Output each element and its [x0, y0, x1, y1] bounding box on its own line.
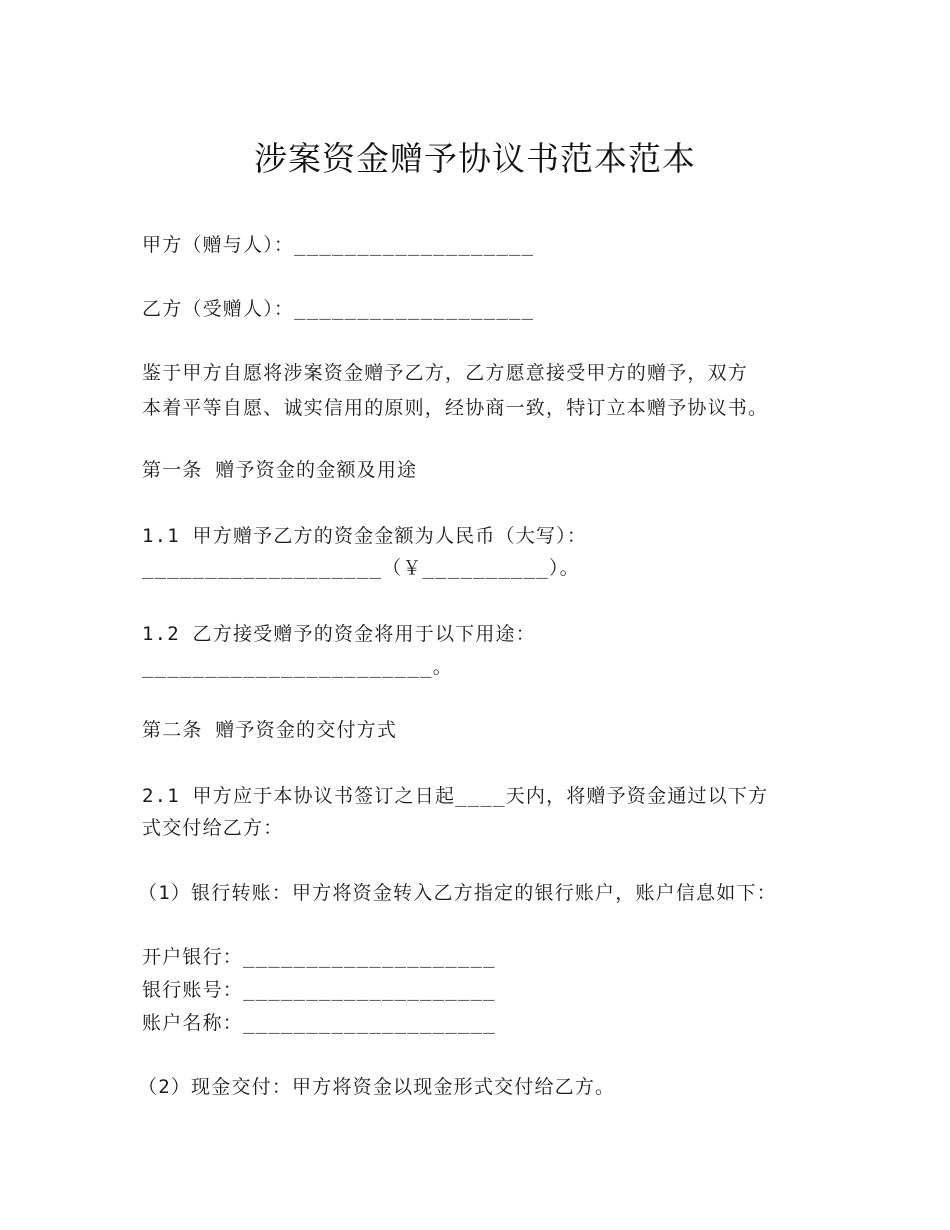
clause-1-1-line-1: 1.1 甲方赠予乙方的资金金额为人民币（大写）：: [142, 525, 588, 547]
bank-name-line: 开户银行：____________________: [142, 946, 496, 968]
article-1-heading: 第一条 赠予资金的金额及用途: [142, 459, 418, 481]
article-2-heading: 第二条 赠予资金的交付方式: [142, 719, 398, 741]
preamble-line-1: 鉴于甲方自愿将涉案资金赠予乙方，乙方愿意接受甲方的赠予，双方: [142, 362, 749, 384]
party-a-line: 甲方（赠与人）：___________________: [142, 234, 535, 256]
clause-1-2-line-1: 1.2 乙方接受赠予的资金将用于以下用途：: [142, 623, 536, 645]
document-title: 涉案资金赠予协议书范本范本: [254, 139, 696, 178]
clause-1-1-line-2: ___________________（￥__________）。: [142, 557, 580, 579]
clause-2-1-line-1: 2.1 甲方应于本协议书签订之日起____天内，将赠予资金通过以下方: [142, 785, 769, 807]
account-name-line: 账户名称：____________________: [142, 1012, 496, 1034]
clause-2-1-line-2: 式交付给乙方：: [142, 817, 284, 839]
option-2-cash: （2）现金交付：甲方将资金以现金形式交付给乙方。: [138, 1076, 616, 1098]
preamble-line-2: 本着平等自愿、诚实信用的原则，经协商一致，特订立本赠予协议书。: [142, 397, 769, 419]
bank-account-line: 银行账号：____________________: [142, 979, 496, 1001]
option-1-bank-transfer: （1）银行转账：甲方将资金转入乙方指定的银行账户，账户信息如下：: [138, 882, 777, 904]
party-b-line: 乙方（受赠人）：___________________: [142, 298, 535, 320]
clause-1-2-line-2: _______________________。: [142, 656, 453, 678]
